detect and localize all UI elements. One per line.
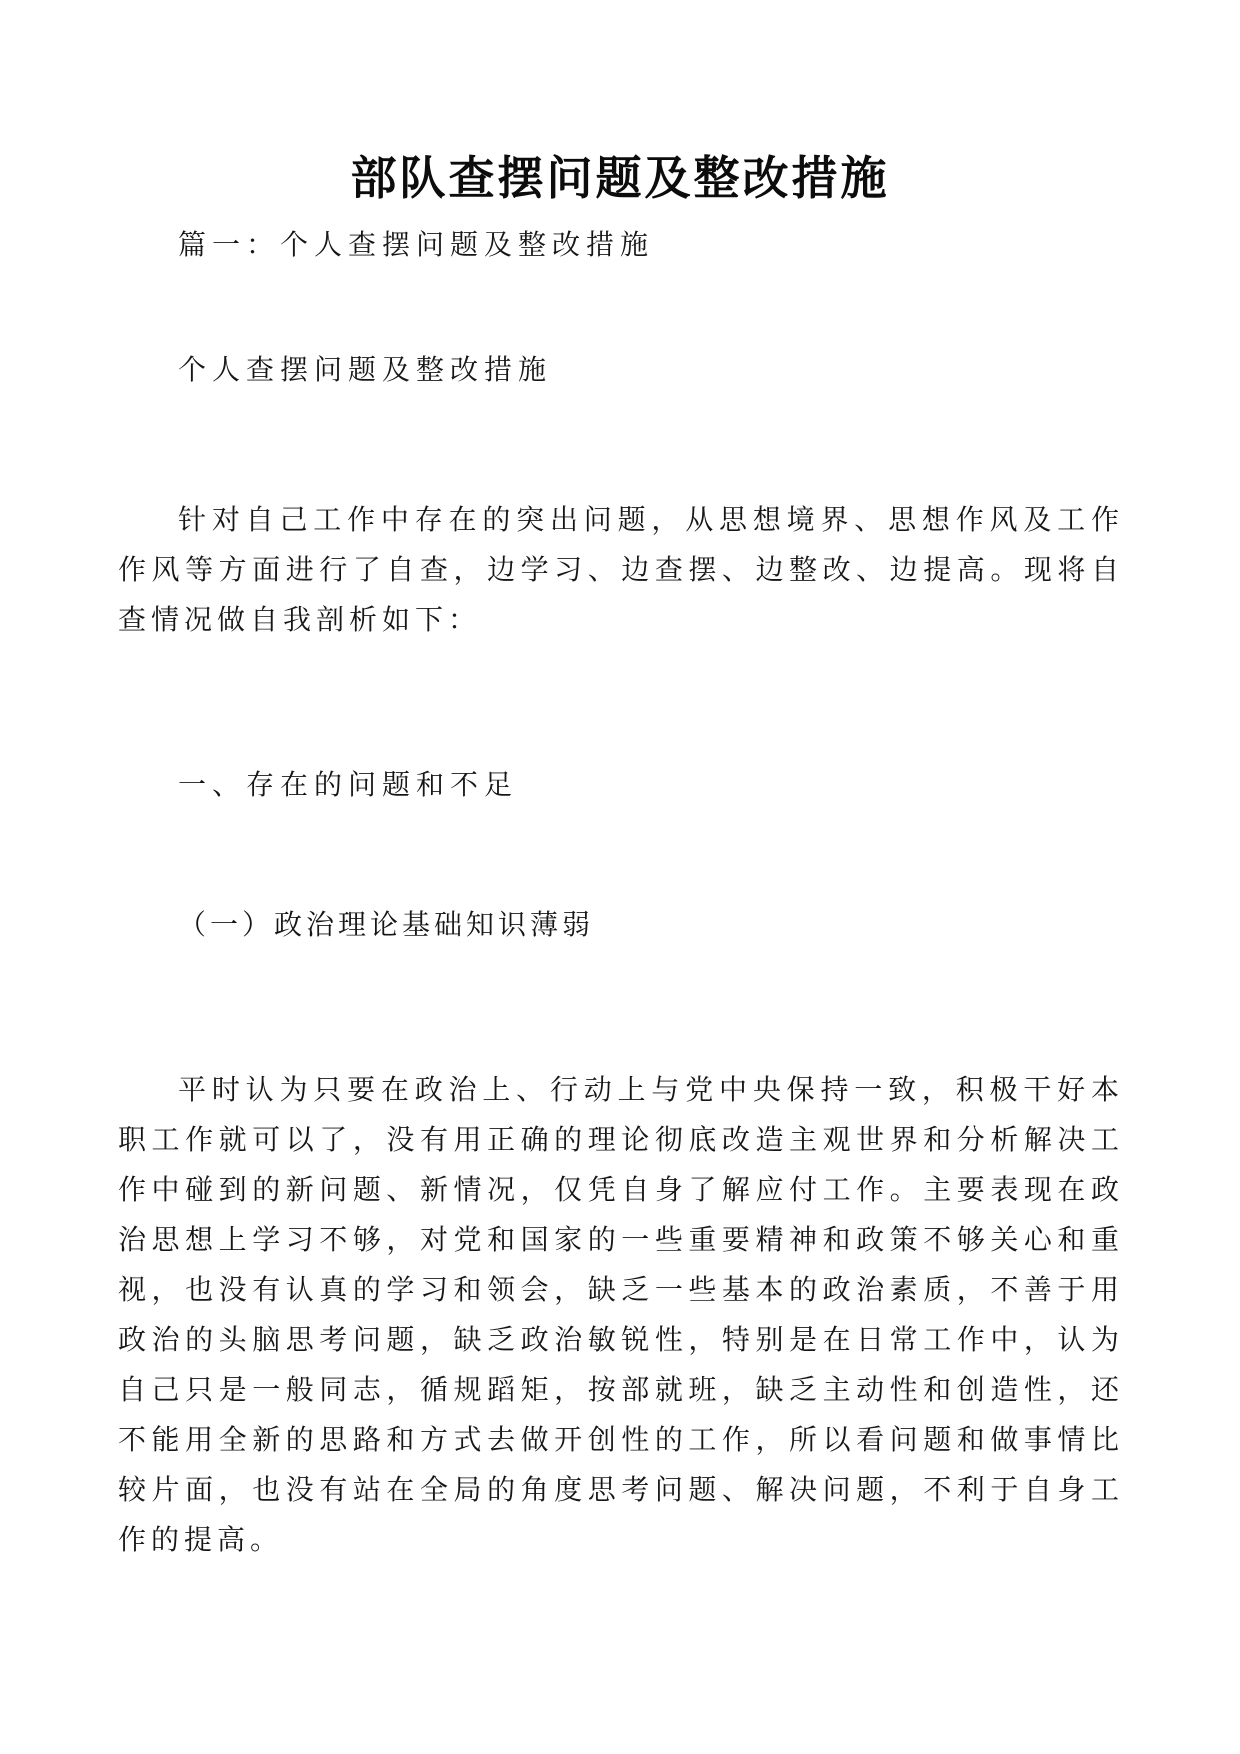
intro-paragraph: 针对自己工作中存在的突出问题，从思想境界、思想作风及工作作风等方面进行了自查，边学习、边查摆、边整改、边提高。现将自查情况做自我剖析如下： [118,503,1124,636]
subsection-heading: （一）政治理论基础知识薄弱 [178,908,595,941]
part-heading: 篇一：个人查摆问题及整改措施 [178,228,655,261]
section-heading: 一、存在的问题和不足 [178,768,519,801]
document-title: 部队查摆问题及整改措施 [350,151,890,205]
sub-heading: 个人查摆问题及整改措施 [178,353,553,386]
body-paragraph: 平时认为只要在政治上、行动上与党中央保持一致，积极干好本职工作就可以了，没有用正确的理论彻底改造主观世界和分析解决工作中碰到的新问题、新情况，仅凭自身了解应付工作。主要表现在政治思想上学习不够，对党和国家的一些重要精神和政策不够关心和重视，也没有认真的学习和领会，缺乏一些基本的政治素质，不善于用政治的头脑思考问题，缺乏政治敏锐性，特别是在日常工作中，认为自己只是一般同志，循规蹈矩，按部就班，缺乏主动性和创造性，还不能用全新的思路和方式去做开创性的工作，所以看问题和做事情比较片面，也没有站在全局的角度思考问题、解决问题，不利于自身工作的提高。 [118,1073,1124,1556]
